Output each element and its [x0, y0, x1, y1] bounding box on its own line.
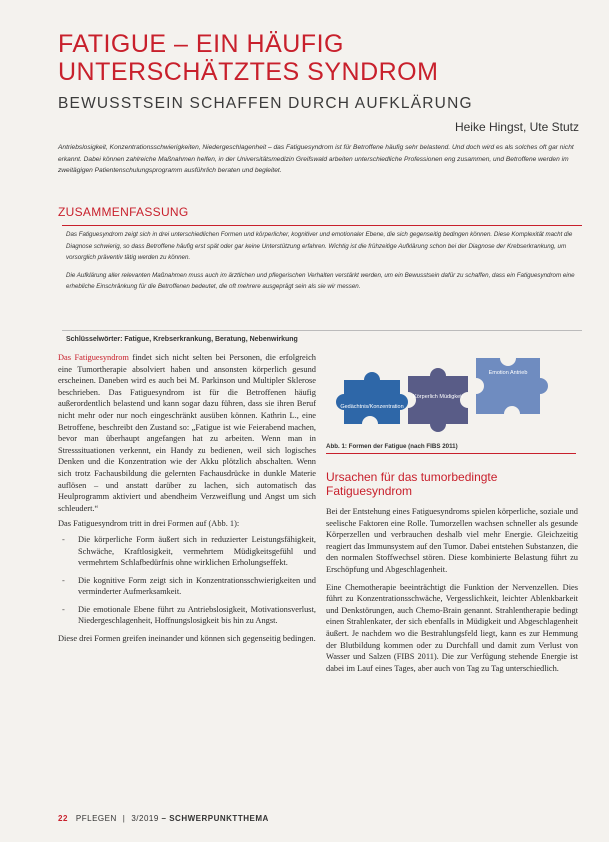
puzzle-illustration	[326, 352, 576, 437]
article-title-line-2: UNTERSCHÄTZTES SYNDROM	[58, 58, 439, 86]
summary-paragraph-2: Die Aufklärung aller relevanten Maßnahmen muss auch im ärztlichen und pflegerischen Verhalten verstärkt werden, um ein Bewusstsein dafür zu schaffen, dass ein Fatiguesyndrom eine erhebliche Einschränkung für die Betroffenen bedeutet, die oft mehrere ausgeprägt sein als sie wir messen.	[66, 271, 575, 290]
puzzle-piece-middle-shape	[408, 368, 468, 432]
footer-separator: |	[122, 814, 126, 823]
puzzle-piece-middle-label: Körperlich Müdigkeit	[413, 394, 463, 400]
puzzle-piece-left	[336, 372, 408, 424]
article-intro: Antriebslosigkeit, Konzentrationsschwierigkeiten, Niedergeschlagenheit – das Fatiguesyndrom ist für Betroffene häufig sehr belastend. Und doch wird es als solches oft gar nicht erkannt. Dabei können zahlreiche Maßnahmen helfen, in der Universitätsmedizin Greifswald arbeiten unterschiedliche Professionen eng zusammen, und Betroffene werden im zweitägigen Patientenschulungsprogramm ausführlich beraten und begleitet.	[58, 144, 574, 174]
magazine-issue: 3/2019	[131, 814, 159, 823]
right-paragraph-1: Bei der Entstehung eines Fatiguesyndroms spielen körperliche, soziale und seelische Faktoren eine Rolle. Tumorzellen wachsen schneller als gesunde Körperzellen und verbrauchen deshalb viel mehr Energie. Gleichzeitig reagiert das Immunsystem auf den Tumor. Dabei entstehen Substanzen, die den normalen Stoffwechsel stören. Diese kombinierte Belastung führt zu Erschöpfung und Abgeschlagenheit.	[326, 507, 578, 574]
page-number: 22	[58, 814, 68, 823]
left-paragraph-1-text: findet sich nicht selten bei Personen, die erfolgreich eine Tumortherapie absolviert haben und ansonsten körperlich gesund erscheinen. Daneben wird es auch bei M. Parkinson und Multipler Sklerose beschrieben. Das Fatiguesyndrom ist für die Betroffenen häufig außerordentlich belastend und kann sogar dazu führen, dass sie ihren Beruf nicht mehr oder nur noch eingeschränkt ausüben können. Kathrin L., eine Betroffene, beschreibt den Zustand so: „Fatigue ist wie Feierabend machen, bevor man überhaupt angefangen hat zu arbeiten. Wenn man in Stresssituationen verkennt, ein Handy zu bedienen, weil sich logisches Denken und die Konzentration wie der Akku plötzlich abschalten. Wenn sich trotz Fachausbildung die gelernten Fachausdrücke in dunkle Materie auflösen – und anstatt darüber zu lachen, sich automatisch das Heulprogramm aktiviert und abendheim Verzweiflung und Angst um sich schleudert.“	[58, 353, 316, 513]
fatigue-forms-list	[58, 534, 316, 627]
list-item: - Die körperliche Form äußert sich in reduzierter Leistungsfähigkeit, Schwäche, Kraftlosigkeit, vermehrtem Müdigkeitsgefühl und vermehrtem Schlafbedürfnis ohne wirklichen Erholungseffekt.	[72, 534, 316, 569]
summary-heading: ZUSAMMENFASSUNG	[58, 205, 189, 219]
footer-topic: – SCHWERPUNKTTHEMA	[161, 814, 269, 823]
article-title	[58, 30, 578, 86]
magazine-name: PFLEGEN	[75, 814, 117, 823]
puzzle-figure	[326, 352, 576, 437]
article-authors: Heike Hingst, Ute Stutz	[454, 120, 579, 134]
list-item: - Die kognitive Form zeigt sich in Konzentrationsschwierigkeiten und verminderter Aufmerksamkeit.	[72, 575, 316, 598]
summary-paragraph-1: Das Fatiguesyndrom zeigt sich in drei unterschiedlichen Formen und körperlicher, kognitiver und emotionaler Ebene, die sich gegenseitig bedingen können. Diese Komplexität macht die Diagnose schwierig, so dass Betroffene häufig erst spät oder gar keine Unterstützung erfahren. Wichtig ist die frühzeitige Aufklärung schon bei der Diagnose der Krebserkrankung, um vorsorglich präventiv tätig werden zu können.	[66, 231, 573, 261]
keywords-line: Schlüsselwörter: Fatigue, Krebserkrankung, Beratung, Nebenwirkung	[66, 336, 298, 343]
lead-term: Das Fatiguesyndrom	[58, 353, 129, 362]
puzzle-piece-left-shape	[336, 372, 408, 424]
page-footer	[58, 814, 269, 823]
list-item: - Die emotionale Ebene führt zu Antriebslosigkeit, Motivationsverlust, Niedergeschlagenheit, Hoffnungslosigkeit bis hin zu Angst.	[72, 604, 316, 627]
right-paragraph-2: Eine Chemotherapie beeinträchtigt die Funktion der Nervenzellen. Dies führt zu Konzentrationsschwäche, Vergesslichkeit, leichter Ablenkbarkeit und Denkstörungen, auch Chemo-Brain genannt. Strahlentherapie bedingt einen Strahlenkater, der sich ebenfalls in Müdigkeit und Abgeschlagenheit äußert. Je nachdem wo die Bestrahlungsfeld liegt, kann es zur Hemmung der Blutbildung kommen oder zu Durchfall und damit zum Verlust von Wasser und Salzen (FIBS 2011). Die zur Verfügung stehende Energie ist dabei im Lauf eines Tages, aber auch von Tag zu Tag unterschiedlich.	[326, 582, 578, 673]
right-column	[326, 506, 578, 680]
left-paragraph-3: Diese drei Formen greifen ineinander und können sich gegenseitig bedingen.	[58, 634, 316, 644]
left-paragraph-2: Das Fatiguesyndrom tritt in drei Formen auf (Abb. 1):	[58, 519, 240, 529]
puzzle-piece-right-label: Emotion Antrieb	[488, 370, 528, 376]
summary-box	[62, 225, 582, 331]
article-title-line-1: FATIGUE – EIN HÄUFIG	[58, 30, 344, 58]
left-paragraph-1	[58, 352, 316, 514]
causes-heading: Ursachen für das tumorbedingte Fatiguesyndrom	[326, 470, 498, 498]
article-subtitle: BEWUSSTSEIN SCHAFFEN DURCH AUFKLÄRUNG	[58, 95, 473, 112]
puzzle-piece-middle	[408, 368, 468, 432]
puzzle-piece-right	[476, 358, 548, 414]
puzzle-piece-left-label: Gedächtnis/Konzentration	[340, 404, 404, 410]
left-column	[58, 352, 316, 649]
puzzle-piece-right-shape	[476, 358, 548, 414]
figure-caption: Abb. 1: Formen der Fatigue (nach FIBS 2011)	[326, 443, 576, 454]
